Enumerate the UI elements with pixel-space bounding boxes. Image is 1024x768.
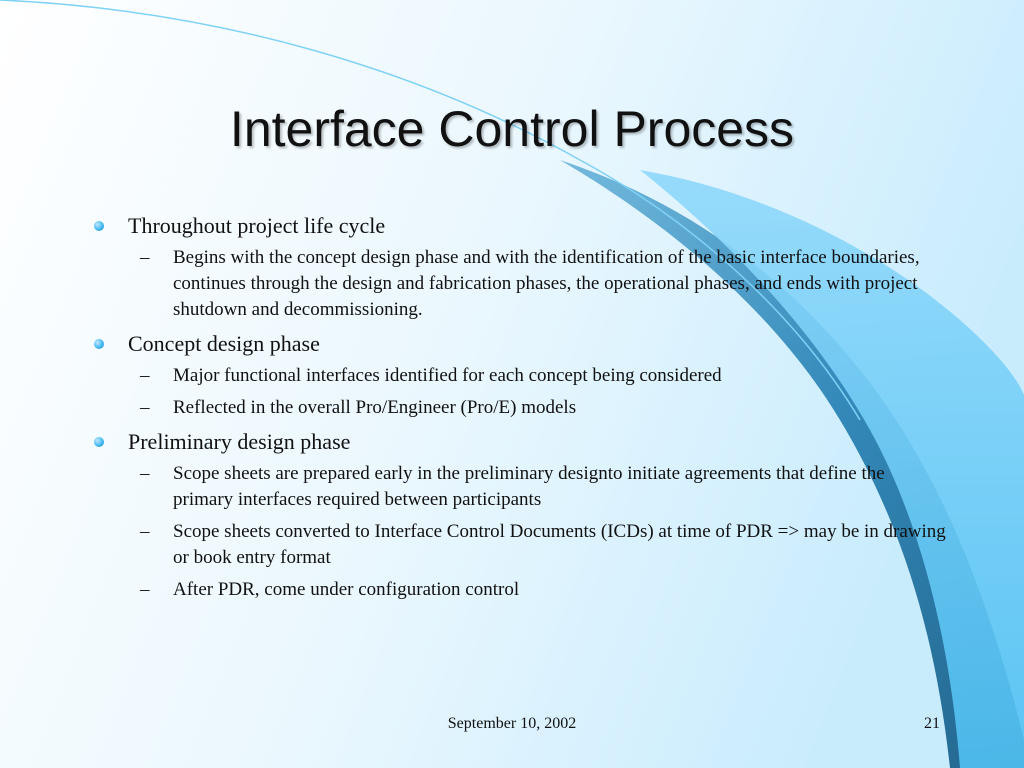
bullet-item <box>88 213 948 239</box>
bullet-text: Throughout project life cycle <box>128 213 386 238</box>
bullet-item <box>88 331 948 357</box>
footer-date: September 10, 2002 <box>447 715 577 732</box>
slide-title: Interface Control Process <box>229 101 795 157</box>
slide-number: 21 <box>924 715 940 732</box>
dash-icon: – <box>140 463 150 484</box>
sub-bullet-text: Scope sheets converted to Interface Control Documents (ICDs) at time of PDR => may be in drawing or book entry format <box>173 521 946 568</box>
sub-bullet-item <box>88 519 948 571</box>
dash-icon: – <box>140 521 150 542</box>
sub-bullet-text: Reflected in the overall Pro/Engineer (Pro/E) models <box>173 397 577 418</box>
bullet-item <box>88 429 948 455</box>
bullet-text: Concept design phase <box>128 331 320 356</box>
bullet-text: Preliminary design phase <box>128 429 351 454</box>
sub-bullet-text: After PDR, come under configuration control <box>173 579 520 600</box>
dash-icon: – <box>140 579 150 600</box>
sub-bullet-item <box>88 577 948 603</box>
dash-icon: – <box>140 247 150 268</box>
sub-bullet-item <box>88 363 948 389</box>
bullet-icon <box>94 339 104 349</box>
dash-icon: – <box>140 365 150 386</box>
sub-bullet-text: Begins with the concept design phase and with the identification of the basic interface boundaries, continues through the design and fabrication phases, the operational phases, and ends with project shutdown and decommissioning. <box>173 247 920 320</box>
sub-bullet-item <box>88 461 948 513</box>
sub-bullet-item <box>88 395 948 421</box>
bullet-icon <box>94 221 104 231</box>
sub-bullet-item <box>88 245 948 323</box>
bullet-list <box>88 205 948 603</box>
dash-icon: – <box>140 397 150 418</box>
sub-bullet-text: Scope sheets are prepared early in the preliminary designto initiate agreements that define the primary interfaces required between participants <box>173 463 885 510</box>
sub-bullet-text: Major functional interfaces identified for each concept being considered <box>173 365 722 386</box>
bullet-icon <box>94 437 104 447</box>
